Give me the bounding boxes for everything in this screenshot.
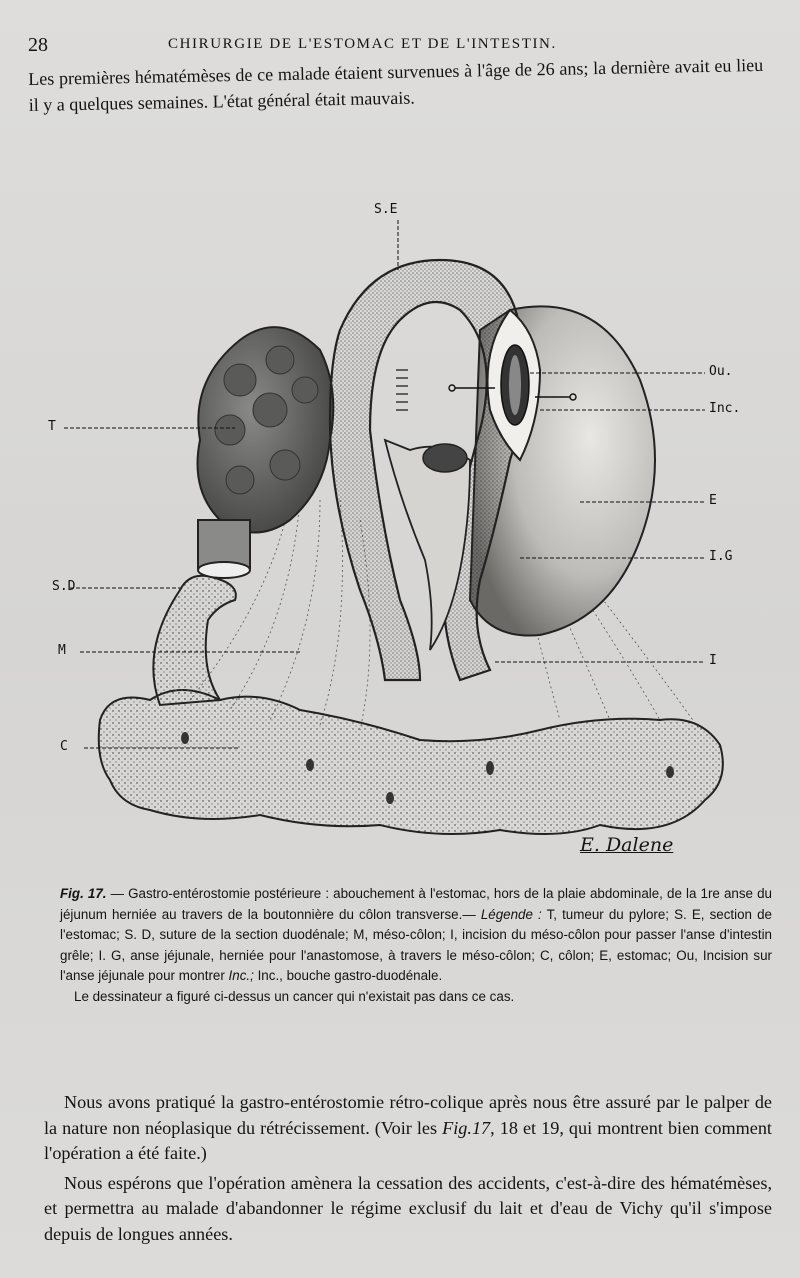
artist-signature: E. Dalene xyxy=(580,834,674,856)
label-e: E xyxy=(709,493,717,508)
caption-title: — Gastro-entérostomie postérieure : abouchement à l'estomac, hors de la plaie abdominale, de la 1re anse du jéjunum herniée au travers de la boutonnière du côlon transverse.— xyxy=(60,886,772,922)
caption-note: Le dessinateur a figuré ci-dessus un cancer qui n'existait pas dans ce cas. xyxy=(74,988,515,1004)
body-p1-start: Nous avons pratiqué la gastro-entérostomie rétro-colique après nous être assuré par le palper de la nature non néoplasique du rétrécissement. (Voir les xyxy=(44,1092,772,1138)
label-ig: I.G xyxy=(709,549,733,564)
caption-legend-end: Inc., bouche gastro-duodénale. xyxy=(253,968,443,983)
body-text xyxy=(44,1090,772,1247)
label-m: M xyxy=(58,643,66,658)
duodenal-stump xyxy=(153,576,235,705)
caption-legend-body: T, tumeur du pylore; S. E, section de l'estomac; S. D, suture de la section duodénale; M, méso-côlon; I, incision du méso-côlon pour passer l'anse d'intestin grêle; I. G, anse jéjunale, herniée pour l'anastomose, à travers le méso-côlon; C, côlon; E, estomac; Ou, Incision sur l'anse jéjunale pour montrer xyxy=(60,906,772,983)
gastric-sutures xyxy=(396,370,408,410)
body-paragraph-2: Nous espérons que l'opération amènera la cessation des accidents, c'est-à-dire des hématémèses, et permettra au malade d'abandonner le régime exclusif du lait et d'eau de Vichy qu'il s'impose depuis de longues années. xyxy=(44,1172,772,1244)
label-se: S.E xyxy=(374,202,398,217)
body-p1-end: , 18 et 19, qui montrent bien comment l'opération a été faite.) xyxy=(44,1117,772,1163)
page-number: 28 xyxy=(28,34,48,56)
intro-paragraph: Les premières hématémèses de ce malade étaient survenues à l'âge de 26 ans; la dernière avait eu lieu il y a quelques semaines. L'état général était mauvais. xyxy=(28,54,764,115)
label-c: C xyxy=(60,739,68,754)
caption-fig-ref: Fig. 17. xyxy=(60,886,107,901)
running-head: CHIRURGIE DE L'ESTOMAC ET DE L'INTESTIN. xyxy=(168,36,557,52)
figure-illustration xyxy=(40,200,780,870)
tumor-cylinder xyxy=(198,520,250,568)
caption-legend-label: Légende : xyxy=(480,906,542,922)
label-i: I xyxy=(709,653,717,668)
body-paragraph-1 xyxy=(44,1090,772,1167)
body-fig-ref: Fig.17 xyxy=(442,1117,491,1138)
label-ou: Ou. xyxy=(709,364,733,379)
figure-caption xyxy=(60,884,772,1007)
colon xyxy=(99,690,723,834)
caption-inc-italic: Inc.; xyxy=(228,968,254,983)
anatomical-figure xyxy=(40,200,780,870)
label-sd: S.D xyxy=(52,579,76,594)
label-t: T xyxy=(48,419,56,434)
label-inc: Inc. xyxy=(709,401,741,416)
